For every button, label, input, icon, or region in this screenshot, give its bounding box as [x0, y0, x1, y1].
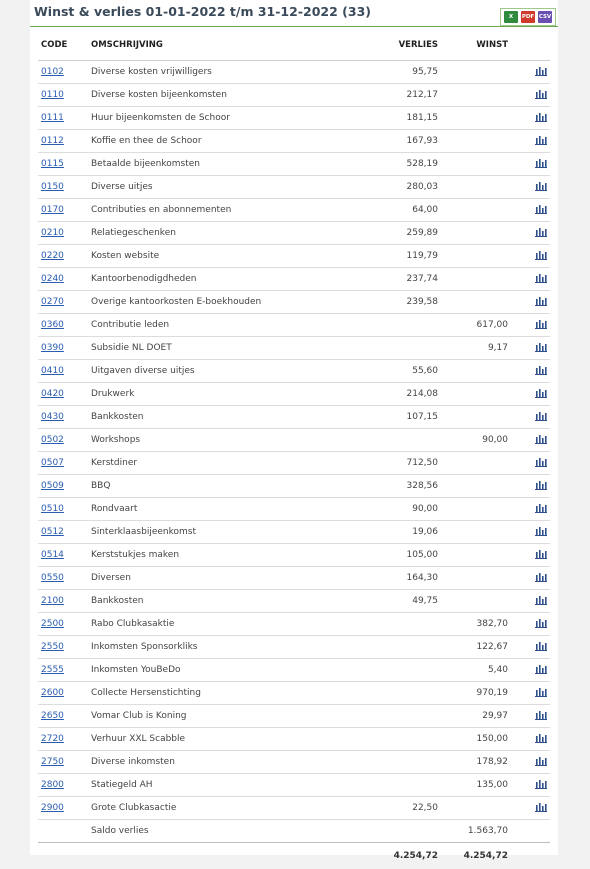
winst-value [438, 107, 508, 130]
table-row [38, 107, 550, 130]
saldo-row [38, 820, 550, 843]
verlies-value [391, 337, 438, 360]
report-header [30, 0, 558, 27]
account-code-link[interactable]: 2550 [41, 642, 64, 652]
account-description: Vomar Club is Koning [91, 705, 391, 728]
bar-chart-icon[interactable] [535, 135, 547, 148]
verlies-value: 22,50 [391, 797, 438, 820]
verlies-value [391, 613, 438, 636]
profit-loss-table [38, 34, 550, 869]
account-description: Betaalde bijeenkomsten [91, 153, 391, 176]
winst-value [438, 291, 508, 314]
winst-value [438, 268, 508, 291]
bar-chart-icon[interactable] [535, 710, 547, 723]
account-description: Bankkosten [91, 406, 391, 429]
account-description: Kerstdiner [91, 452, 391, 475]
winst-value [438, 452, 508, 475]
bar-chart-icon[interactable] [535, 641, 547, 654]
bar-chart-icon[interactable] [535, 319, 547, 332]
account-code-link[interactable]: 0509 [41, 481, 64, 491]
verlies-value [391, 314, 438, 337]
bar-chart-icon[interactable] [535, 549, 547, 562]
table-row [38, 705, 550, 728]
verlies-value: 105,00 [391, 544, 438, 567]
winst-value [438, 498, 508, 521]
verlies-value: 107,15 [391, 406, 438, 429]
verlies-value: 214,08 [391, 383, 438, 406]
column-header-code: CODE [38, 34, 91, 61]
column-header-verlies: VERLIES [391, 34, 438, 61]
account-code-link[interactable]: 0510 [41, 504, 64, 514]
table-row [38, 475, 550, 498]
bar-chart-icon[interactable] [535, 733, 547, 746]
verlies-value: 49,75 [391, 590, 438, 613]
excel-export-icon[interactable]: X [504, 11, 518, 23]
winst-value [438, 406, 508, 429]
verlies-value [391, 659, 438, 682]
winst-value [438, 797, 508, 820]
bar-chart-icon[interactable] [535, 66, 547, 79]
bar-chart-icon[interactable] [535, 779, 547, 792]
account-code-link[interactable]: 2750 [41, 757, 64, 767]
winst-value: 9,17 [438, 337, 508, 360]
table-row [38, 245, 550, 268]
account-code-link[interactable]: 2800 [41, 780, 64, 790]
verlies-value: 19,06 [391, 521, 438, 544]
winst-value [438, 61, 508, 84]
account-code-link[interactable]: 0220 [41, 251, 64, 261]
winst-value [438, 590, 508, 613]
bar-chart-icon[interactable] [535, 664, 547, 677]
winst-value [438, 222, 508, 245]
verlies-value [391, 705, 438, 728]
account-description: Contributies en abonnementen [91, 199, 391, 222]
account-code-link[interactable]: 0210 [41, 228, 64, 238]
winst-value: 150,00 [438, 728, 508, 751]
account-description: Diverse uitjes [91, 176, 391, 199]
bar-chart-icon[interactable] [535, 158, 547, 171]
winst-value [438, 84, 508, 107]
bar-chart-icon[interactable] [535, 480, 547, 493]
bar-chart-icon[interactable] [535, 687, 547, 700]
bar-chart-icon[interactable] [535, 756, 547, 769]
account-description: Contributie leden [91, 314, 391, 337]
account-code-link[interactable]: 2650 [41, 711, 64, 721]
account-code-link[interactable]: 0102 [41, 67, 64, 77]
table-row [38, 797, 550, 820]
table-row [38, 383, 550, 406]
table-row [38, 774, 550, 797]
winst-value [438, 567, 508, 590]
table-row [38, 429, 550, 452]
account-description: Overige kantoorkosten E-boekhouden [91, 291, 391, 314]
account-code-link[interactable]: 0170 [41, 205, 64, 215]
table-row [38, 268, 550, 291]
table-row [38, 636, 550, 659]
winst-value [438, 475, 508, 498]
table-row [38, 61, 550, 84]
winst-value: 29,97 [438, 705, 508, 728]
account-code-link[interactable]: 0360 [41, 320, 64, 330]
pdf-export-icon[interactable]: PDF [521, 11, 535, 23]
account-code-link[interactable]: 0150 [41, 182, 64, 192]
totals-row [38, 843, 550, 869]
table-row [38, 682, 550, 705]
table-row [38, 590, 550, 613]
verlies-value: 64,00 [391, 199, 438, 222]
account-description: Rabo Clubkasaktie [91, 613, 391, 636]
table-row [38, 406, 550, 429]
account-description: Koffie en thee de Schoor [91, 130, 391, 153]
account-code-link[interactable]: 0270 [41, 297, 64, 307]
account-code-link[interactable]: 0110 [41, 90, 64, 100]
winst-value: 970,19 [438, 682, 508, 705]
verlies-value [391, 728, 438, 751]
bar-chart-icon[interactable] [535, 434, 547, 447]
table-row [38, 452, 550, 475]
account-code-link[interactable]: 0514 [41, 550, 64, 560]
account-code-link[interactable]: 0507 [41, 458, 64, 468]
table-row [38, 130, 550, 153]
account-code-link[interactable]: 0111 [41, 113, 64, 123]
bar-chart-icon[interactable] [535, 503, 547, 516]
column-header-winst: WINST [438, 34, 508, 61]
bar-chart-icon[interactable] [535, 342, 547, 355]
report-panel [30, 0, 558, 855]
table-row [38, 337, 550, 360]
account-description: Diverse inkomsten [91, 751, 391, 774]
table-row [38, 659, 550, 682]
table-header-row [38, 34, 550, 61]
winst-value [438, 383, 508, 406]
bar-chart-icon[interactable] [535, 526, 547, 539]
account-code-link[interactable]: 0430 [41, 412, 64, 422]
account-code-link[interactable]: 0115 [41, 159, 64, 169]
winst-value: 135,00 [438, 774, 508, 797]
csv-export-icon[interactable]: CSV [538, 11, 552, 23]
saldo-winst: 1.563,70 [438, 820, 508, 843]
account-code-link[interactable]: 0502 [41, 435, 64, 445]
account-description: Kosten website [91, 245, 391, 268]
verlies-value: 90,00 [391, 498, 438, 521]
bar-chart-icon[interactable] [535, 227, 547, 240]
verlies-value: 239,58 [391, 291, 438, 314]
account-description: Huur bijeenkomsten de Schoor [91, 107, 391, 130]
account-code-link[interactable]: 0390 [41, 343, 64, 353]
account-code-link[interactable]: 2100 [41, 596, 64, 606]
account-code-link[interactable]: 2600 [41, 688, 64, 698]
winst-value [438, 245, 508, 268]
verlies-value: 181,15 [391, 107, 438, 130]
account-description: Kantoorbenodigdheden [91, 268, 391, 291]
verlies-value: 280,03 [391, 176, 438, 199]
account-description: Uitgaven diverse uitjes [91, 360, 391, 383]
verlies-value: 328,56 [391, 475, 438, 498]
bar-chart-icon[interactable] [535, 89, 547, 102]
table-row [38, 84, 550, 107]
verlies-value [391, 636, 438, 659]
saldo-label: Saldo verlies [91, 820, 391, 843]
verlies-value: 528,19 [391, 153, 438, 176]
verlies-value: 237,74 [391, 268, 438, 291]
winst-value: 617,00 [438, 314, 508, 337]
table-row [38, 291, 550, 314]
account-description: Diversen [91, 567, 391, 590]
account-description: Diverse kosten bijeenkomsten [91, 84, 391, 107]
table-row [38, 521, 550, 544]
winst-value: 5,40 [438, 659, 508, 682]
account-code-link[interactable]: 0512 [41, 527, 64, 537]
account-description: Bankkosten [91, 590, 391, 613]
bar-chart-icon[interactable] [535, 388, 547, 401]
column-header-actions [508, 34, 550, 61]
account-description: Statiegeld AH [91, 774, 391, 797]
table-row [38, 544, 550, 567]
bar-chart-icon[interactable] [535, 365, 547, 378]
table-row [38, 751, 550, 774]
bar-chart-icon[interactable] [535, 273, 547, 286]
account-description: BBQ [91, 475, 391, 498]
account-description: Kerststukjes maken [91, 544, 391, 567]
bar-chart-icon[interactable] [535, 112, 547, 125]
verlies-value [391, 774, 438, 797]
winst-value [438, 360, 508, 383]
bar-chart-icon[interactable] [535, 595, 547, 608]
verlies-value: 55,60 [391, 360, 438, 383]
export-toolbar [500, 8, 556, 26]
account-code-link[interactable]: 0410 [41, 366, 64, 376]
winst-value: 382,70 [438, 613, 508, 636]
table-row [38, 360, 550, 383]
account-description: Subsidie NL DOET [91, 337, 391, 360]
total-winst: 4.254,72 [438, 843, 508, 869]
account-code-link[interactable]: 0240 [41, 274, 64, 284]
bar-chart-icon[interactable] [535, 411, 547, 424]
bar-chart-icon[interactable] [535, 572, 547, 585]
winst-value [438, 176, 508, 199]
saldo-verlies [391, 820, 438, 843]
bar-chart-icon[interactable] [535, 204, 547, 217]
account-code-link[interactable]: 2500 [41, 619, 64, 629]
account-description: Inkomsten Sponsorkliks [91, 636, 391, 659]
table-row [38, 567, 550, 590]
account-code-link[interactable]: 2900 [41, 803, 64, 813]
account-code-link[interactable]: 0420 [41, 389, 64, 399]
account-description: Grote Clubkasactie [91, 797, 391, 820]
table-row [38, 613, 550, 636]
verlies-value: 167,93 [391, 130, 438, 153]
total-verlies: 4.254,72 [391, 843, 438, 869]
account-description: Rondvaart [91, 498, 391, 521]
account-description: Inkomsten YouBeDo [91, 659, 391, 682]
account-code-link[interactable]: 2555 [41, 665, 64, 675]
verlies-value: 259,89 [391, 222, 438, 245]
account-description: Diverse kosten vrijwilligers [91, 61, 391, 84]
table-row [38, 498, 550, 521]
account-code-link[interactable]: 2720 [41, 734, 64, 744]
bar-chart-icon[interactable] [535, 250, 547, 263]
verlies-value: 164,30 [391, 567, 438, 590]
table-row [38, 314, 550, 337]
account-code-link[interactable]: 0550 [41, 573, 64, 583]
winst-value: 90,00 [438, 429, 508, 452]
account-description: Workshops [91, 429, 391, 452]
account-code-link[interactable]: 0112 [41, 136, 64, 146]
page-title: Winst & verlies 01-01-2022 t/m 31-12-2022 (33) [34, 4, 371, 19]
verlies-value [391, 429, 438, 452]
bar-chart-icon[interactable] [535, 181, 547, 194]
account-description: Verhuur XXL Scabble [91, 728, 391, 751]
verlies-value: 95,75 [391, 61, 438, 84]
account-description: Drukwerk [91, 383, 391, 406]
account-description: Collecte Hersenstichting [91, 682, 391, 705]
bar-chart-icon[interactable] [535, 457, 547, 470]
table-row [38, 728, 550, 751]
winst-value: 178,92 [438, 751, 508, 774]
account-description: Sinterklaasbijeenkomst [91, 521, 391, 544]
verlies-value: 712,50 [391, 452, 438, 475]
table-row [38, 176, 550, 199]
verlies-value: 119,79 [391, 245, 438, 268]
winst-value [438, 199, 508, 222]
table-row [38, 153, 550, 176]
verlies-value [391, 682, 438, 705]
bar-chart-icon[interactable] [535, 802, 547, 815]
table-row [38, 222, 550, 245]
account-description: Relatiegeschenken [91, 222, 391, 245]
winst-value [438, 521, 508, 544]
winst-value [438, 153, 508, 176]
winst-value [438, 130, 508, 153]
verlies-value: 212,17 [391, 84, 438, 107]
table-row [38, 199, 550, 222]
bar-chart-icon[interactable] [535, 296, 547, 309]
bar-chart-icon[interactable] [535, 618, 547, 631]
verlies-value [391, 751, 438, 774]
column-header-description: OMSCHRIJVING [91, 34, 391, 61]
winst-value: 122,67 [438, 636, 508, 659]
winst-value [438, 544, 508, 567]
